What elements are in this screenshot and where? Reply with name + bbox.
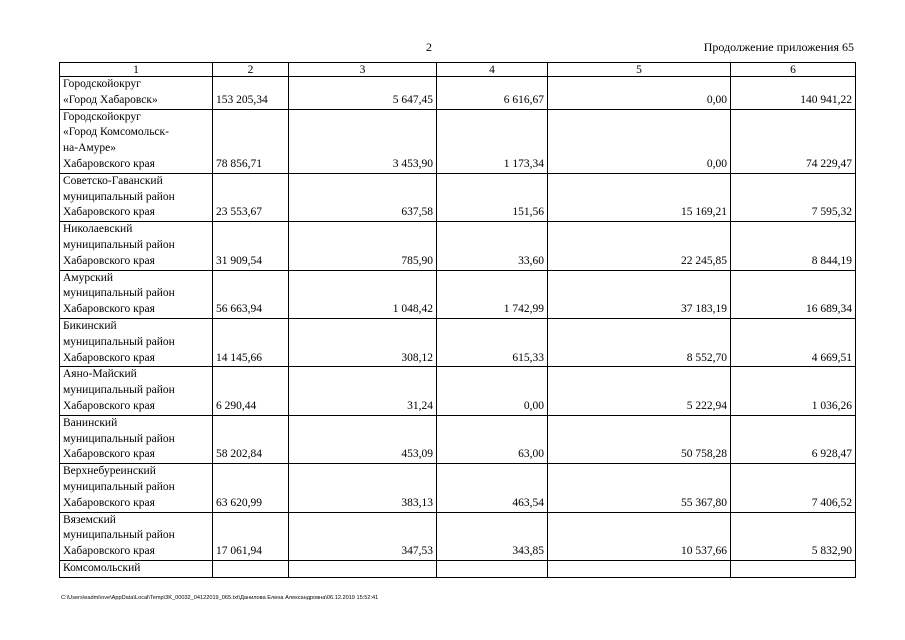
municipality-name-line: муниципальный район [63,529,175,542]
value-cell-col2: 14 145,66 [213,318,289,366]
value-cell-col5: 15 169,21 [548,173,731,221]
table-header-row [60,63,856,77]
municipality-name-cell [60,173,213,221]
value-cell-col5: 10 537,66 [548,512,731,560]
value-cell-col6: 7 595,32 [731,173,856,221]
value-cell-col2: 78 856,71 [213,109,289,173]
value-cell-col4: 615,33 [437,318,548,366]
municipality-name-line: Хабаровского края [63,545,155,558]
table-row [60,318,856,366]
value-cell-col4 [437,560,548,577]
municipality-name-line: Амурский [63,271,114,284]
appendix-table [59,62,856,578]
municipality-name-cell [60,109,213,173]
municipality-name-line: Хабаровского края [63,303,155,316]
column-header: 2 [213,63,289,77]
municipality-name-line: Бикинский [63,319,117,332]
municipality-name-line: Ванинский [63,416,118,429]
value-cell-col2: 17 061,94 [213,512,289,560]
value-cell-col5: 22 245,85 [548,222,731,270]
name-word: Городской [63,110,114,123]
value-cell-col5: 0,00 [548,109,731,173]
table-row [60,109,856,173]
value-cell-col5: 0,00 [548,77,731,110]
municipality-name-line: Хабаровского края [63,448,155,461]
value-cell-col2: 56 663,94 [213,270,289,318]
value-cell-col3: 308,12 [289,318,437,366]
municipality-name-cell [60,367,213,415]
municipality-name-cell [60,464,213,512]
continuation-note: Продолжение приложения 65 [703,40,854,54]
value-cell-col3: 5 647,45 [289,77,437,110]
municipality-name-line: на-Амуре» [63,142,117,155]
value-cell-col4: 343,85 [437,512,548,560]
value-cell-col5: 37 183,19 [548,270,731,318]
municipality-name-line: муниципальный район [63,335,175,348]
column-header: 6 [731,63,856,77]
table-row [60,173,856,221]
table-row [60,464,856,512]
value-cell-col6: 5 832,90 [731,512,856,560]
municipality-name-line: «Город Хабаровск» [63,93,158,106]
municipality-name-line: муниципальный район [63,480,175,493]
value-cell-col2: 58 202,84 [213,415,289,463]
table-row [60,77,856,110]
value-cell-col4: 463,54 [437,464,548,512]
column-header: 3 [289,63,437,77]
municipality-name-line: муниципальный район [63,432,175,445]
municipality-name-cell [60,270,213,318]
value-cell-col2: 63 620,99 [213,464,289,512]
value-cell-col4: 6 616,67 [437,77,548,110]
value-cell-col6: 140 941,22 [731,77,856,110]
municipality-name-cell [60,560,213,577]
table-body [60,77,856,578]
municipality-name-line: Хабаровского края [63,254,155,267]
municipality-name-line: муниципальный район [63,238,175,251]
municipality-name-line: муниципальный район [63,384,175,397]
value-cell-col5: 50 758,28 [548,415,731,463]
value-cell-col4: 63,00 [437,415,548,463]
municipality-name-line: Хабаровского края [63,496,155,509]
column-header: 5 [548,63,731,77]
file-path-footer: C:\Users\eadmi\ove\AppData\Local\Temp\3K_00032_04122019_065.txt\Данилова Елена Александровна\06.12.2019 15:52:41 [61,595,379,601]
value-cell-col4: 1 742,99 [437,270,548,318]
municipality-name-line: Хабаровского края [63,206,155,219]
value-cell-col2: 153 205,34 [213,77,289,110]
value-cell-col3: 637,58 [289,173,437,221]
value-cell-col3: 347,53 [289,512,437,560]
value-cell-col4: 0,00 [437,367,548,415]
value-cell-col3: 383,13 [289,464,437,512]
value-cell-col3: 1 048,42 [289,270,437,318]
value-cell-col4: 1 173,34 [437,109,548,173]
municipality-name-cell [60,222,213,270]
table-row [60,512,856,560]
table-row [60,367,856,415]
municipality-name-line: Верхнебуреинский [63,465,156,478]
column-header: 4 [437,63,548,77]
column-header: 1 [60,63,213,77]
municipality-name-line: Аяно-Майский [63,368,137,381]
table-row [60,415,856,463]
municipality-name-line [63,110,209,126]
table-row [60,222,856,270]
value-cell-col6: 7 406,52 [731,464,856,512]
value-cell-col2: 31 909,54 [213,222,289,270]
value-cell-col6: 16 689,34 [731,270,856,318]
table-row [60,270,856,318]
page-number: 2 [426,40,432,54]
name-word: округ [113,78,141,90]
municipality-name-line: муниципальный район [63,190,175,203]
value-cell-col3: 453,09 [289,415,437,463]
name-word: Городской [63,78,114,90]
value-cell-col6: 4 669,51 [731,318,856,366]
value-cell-col6: 6 928,47 [731,415,856,463]
municipality-name-line: Хабаровского края [63,351,155,364]
municipality-name-line: Вяземский [63,513,116,526]
municipality-name-line: Хабаровского края [63,157,155,170]
municipality-name-line: муниципальный район [63,287,175,300]
value-cell-col5: 8 552,70 [548,318,731,366]
value-cell-col3 [289,560,437,577]
municipality-name-cell [60,77,213,110]
name-word: округ [113,110,141,123]
municipality-name-cell [60,318,213,366]
value-cell-col5 [548,560,731,577]
table-row [60,560,856,577]
value-cell-col3: 31,24 [289,367,437,415]
municipality-name-line: Советско-Гаванский [63,174,163,187]
value-cell-col3: 3 453,90 [289,109,437,173]
value-cell-col6: 1 036,26 [731,367,856,415]
value-cell-col4: 33,60 [437,222,548,270]
value-cell-col6 [731,560,856,577]
municipality-name-line: «Город Комсомольск- [63,126,169,139]
value-cell-col2: 6 290,44 [213,367,289,415]
value-cell-col4: 151,56 [437,173,548,221]
value-cell-col2: 23 553,67 [213,173,289,221]
value-cell-col5: 55 367,80 [548,464,731,512]
municipality-name-line: Николаевский [63,223,133,236]
municipality-name-cell [60,512,213,560]
municipality-name-cell [60,415,213,463]
municipality-name-line: Комсомольский [63,561,141,574]
value-cell-col5: 5 222,94 [548,367,731,415]
value-cell-col6: 8 844,19 [731,222,856,270]
value-cell-col3: 785,90 [289,222,437,270]
municipality-name-line [63,77,209,93]
value-cell-col2 [213,560,289,577]
municipality-name-line: Хабаровского края [63,399,155,412]
value-cell-col6: 74 229,47 [731,109,856,173]
